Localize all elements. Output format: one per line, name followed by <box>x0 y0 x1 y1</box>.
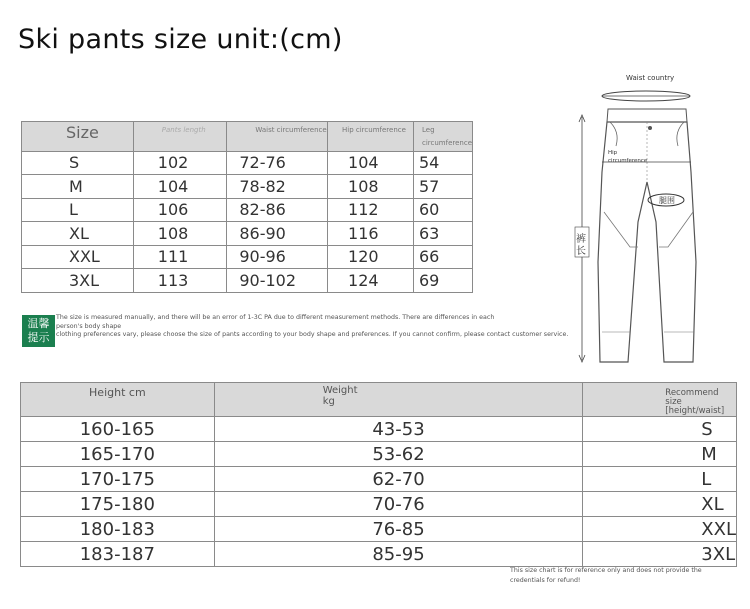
length-label-1: 裤 <box>576 234 586 245</box>
tip-badge-line1: 温馨 <box>27 317 50 330</box>
cell-leg: 63 <box>413 222 472 246</box>
pants-illustration <box>560 62 735 372</box>
tip-line1: The size is measured manually, and there will be an error of 1-3C PA due to different measurement methods. There are differences in each <box>56 314 495 321</box>
cell-waist: 72-76 <box>227 151 328 175</box>
header-weight-line1: Weight <box>322 385 358 396</box>
cell-waist: 82-86 <box>227 198 328 222</box>
header-weight-line2: kg <box>322 396 335 407</box>
cell-leg: 66 <box>413 245 472 269</box>
header-size: Size <box>22 122 134 152</box>
tip-text <box>56 314 576 340</box>
cell-height: 160-165 <box>21 417 215 442</box>
hip-label-1: Hip <box>608 150 618 156</box>
cell-length: 111 <box>133 245 227 269</box>
height-table <box>20 382 737 567</box>
cell-weight: 62-70 <box>214 467 583 492</box>
cell-size: XXL <box>22 245 134 269</box>
size-table-header <box>22 122 473 152</box>
cell-weight: 43-53 <box>214 417 583 442</box>
tip-line3: clothing preferences vary, please choose the size of pants according to your body shape and preferences. If you cannot confirm, please contact customer service. <box>56 331 569 338</box>
header-hip: Hip circumference <box>328 122 414 152</box>
cell-waist: 78-82 <box>227 175 328 199</box>
cell-size: L <box>22 198 134 222</box>
cell-height: 165-170 <box>21 442 215 467</box>
table-row <box>22 198 473 222</box>
cell-size: XL <box>22 222 134 246</box>
tip-badge <box>22 315 55 347</box>
cell-recommend: L <box>583 467 737 492</box>
height-table-header <box>21 383 737 417</box>
cell-waist: 86-90 <box>227 222 328 246</box>
header-height: Height cm <box>21 383 215 417</box>
page-title: Ski pants size unit:(cm) <box>18 24 343 55</box>
header-recommend <box>583 383 737 417</box>
cell-length: 104 <box>133 175 227 199</box>
cell-hip: 116 <box>328 222 414 246</box>
size-table <box>21 121 473 293</box>
cell-recommend: S <box>583 417 737 442</box>
cell-length: 106 <box>133 198 227 222</box>
cell-height: 183-187 <box>21 542 215 567</box>
waist-label: Waist country <box>626 74 675 82</box>
table-row <box>22 151 473 175</box>
pants-diagram <box>560 62 735 372</box>
cell-recommend: 3XL <box>583 542 737 567</box>
cell-recommend: XL <box>583 492 737 517</box>
header-leg: Leg circumference <box>413 122 472 152</box>
cell-hip: 108 <box>328 175 414 199</box>
header-waist: Waist circumference <box>227 122 328 152</box>
hip-label-2: circumference <box>608 158 648 164</box>
thigh-label: 腿围 <box>659 196 675 205</box>
table-row <box>21 467 737 492</box>
cell-leg: 54 <box>413 151 472 175</box>
table-row <box>22 175 473 199</box>
cell-hip: 104 <box>328 151 414 175</box>
table-row <box>22 269 473 293</box>
cell-hip: 112 <box>328 198 414 222</box>
cell-leg: 69 <box>413 269 472 293</box>
cell-length: 108 <box>133 222 227 246</box>
cell-length: 113 <box>133 269 227 293</box>
table-row <box>21 442 737 467</box>
tip-badge-line2: 提示 <box>27 331 50 344</box>
cell-weight: 85-95 <box>214 542 583 567</box>
cell-hip: 124 <box>328 269 414 293</box>
table-row <box>21 517 737 542</box>
header-weight <box>214 383 583 417</box>
length-label-2: 长 <box>576 246 586 257</box>
cell-height: 170-175 <box>21 467 215 492</box>
table-row <box>21 417 737 442</box>
cell-recommend: XXL <box>583 517 737 542</box>
cell-recommend: M <box>583 442 737 467</box>
footnote: This size chart is for reference only and does not provide the credentials for refund! <box>510 567 702 584</box>
cell-hip: 120 <box>328 245 414 269</box>
header-pants-length: Pants length <box>133 122 227 152</box>
cell-weight: 70-76 <box>214 492 583 517</box>
cell-leg: 60 <box>413 198 472 222</box>
cell-height: 175-180 <box>21 492 215 517</box>
cell-size: 3XL <box>22 269 134 293</box>
cell-size: M <box>22 175 134 199</box>
table-row <box>21 492 737 517</box>
header-recommend-line1: Recommend size <box>665 388 719 407</box>
table-row <box>21 542 737 567</box>
cell-weight: 53-62 <box>214 442 583 467</box>
cell-size: S <box>22 151 134 175</box>
cell-leg: 57 <box>413 175 472 199</box>
table-row <box>22 222 473 246</box>
cell-length: 102 <box>133 151 227 175</box>
table-row <box>22 245 473 269</box>
header-recommend-line2: [height/waist] <box>665 406 725 416</box>
cell-height: 180-183 <box>21 517 215 542</box>
cell-waist: 90-102 <box>227 269 328 293</box>
cell-waist: 90-96 <box>227 245 328 269</box>
cell-weight: 76-85 <box>214 517 583 542</box>
tip-line2: person's body shape <box>56 322 122 330</box>
